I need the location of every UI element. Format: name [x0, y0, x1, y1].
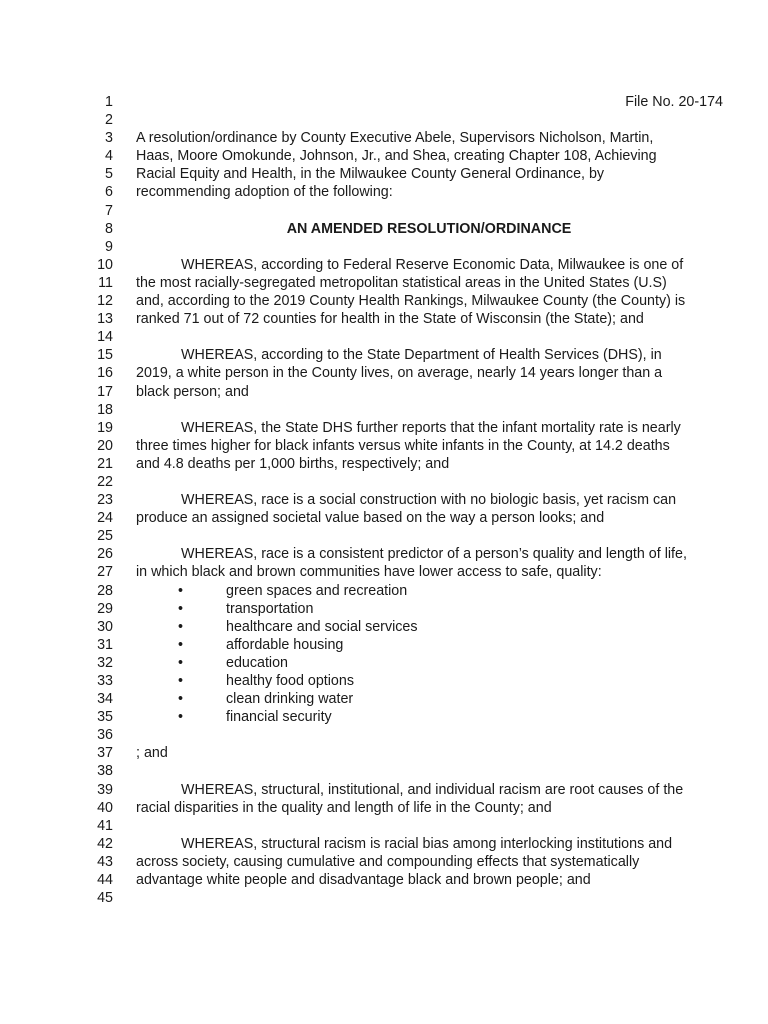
- line-number: 43: [97, 853, 113, 870]
- whereas-text: and, according to the 2019 County Health Rankings, Milwaukee County (the County) is: [136, 293, 686, 310]
- line-number: 35: [97, 709, 113, 726]
- line-number: 10: [97, 256, 113, 273]
- line: [0, 165, 768, 183]
- line-number: 11: [98, 274, 113, 291]
- bullet-text: healthcare and social services: [226, 618, 418, 635]
- document-heading: AN AMENDED RESOLUTION/ORDINANCE: [286, 220, 572, 237]
- line: [0, 111, 768, 129]
- whereas-text: WHEREAS, race is a social construction with no biologic basis, yet racism can: [181, 492, 677, 509]
- line-number: 16: [97, 365, 113, 382]
- bullet-item: [0, 654, 768, 672]
- line-number: 3: [105, 130, 113, 147]
- line-number: 22: [97, 473, 113, 490]
- intro-text: recommending adoption of the following:: [136, 184, 393, 201]
- line: [0, 726, 768, 744]
- intro-text: A resolution/ordinance by County Executive Abele, Supervisors Nicholson, Martin,: [136, 130, 654, 147]
- line-number: 2: [105, 112, 113, 129]
- bullet-item: [0, 618, 768, 636]
- line-number: 17: [97, 383, 113, 400]
- bullet-text: healthy food options: [226, 673, 354, 689]
- line-number: 36: [97, 727, 113, 744]
- line-number: 32: [97, 654, 113, 671]
- bullet-item: [0, 690, 768, 708]
- line-number: 44: [97, 872, 113, 889]
- bullet-text: affordable housing: [226, 636, 344, 653]
- line-number: 7: [105, 202, 113, 219]
- line: [0, 799, 768, 817]
- line-number: 20: [97, 437, 113, 454]
- whereas-text: the most racially-segregated metropolitan statistical areas in the United States (U.S): [136, 274, 667, 291]
- line-number: 33: [97, 673, 113, 689]
- line: [0, 762, 768, 780]
- line: [0, 328, 768, 346]
- line: [0, 853, 768, 871]
- whereas-text: ranked 71 out of 72 counties for health in the State of Wisconsin (the State); and: [136, 311, 644, 328]
- bullet-icon: •: [178, 673, 184, 689]
- line-number: 21: [97, 455, 113, 472]
- whereas-text: advantage white people and disadvantage black and brown people; and: [136, 872, 591, 889]
- bullet-item: [0, 636, 768, 654]
- whereas-text: WHEREAS, the State DHS further reports that the infant mortality rate is nearly: [181, 419, 681, 436]
- line-number: 1: [105, 94, 113, 110]
- line-number: 28: [97, 582, 113, 599]
- line: [0, 292, 768, 310]
- whereas-text: WHEREAS, according to the State Department of Health Services (DHS), in: [181, 347, 662, 364]
- line-number: 30: [97, 618, 113, 635]
- line: [0, 437, 768, 455]
- whereas-text: 2019, a white person in the County lives, on average, nearly 14 years longer than a: [136, 365, 663, 382]
- line: [0, 220, 768, 238]
- bullet-text: clean drinking water: [226, 691, 354, 708]
- line-number: 13: [97, 311, 113, 328]
- line: [0, 364, 768, 382]
- line: [0, 455, 768, 473]
- line-number: 34: [97, 691, 113, 708]
- line: [0, 183, 768, 201]
- line: [0, 383, 768, 401]
- bullet-item: [0, 672, 768, 690]
- line: [0, 835, 768, 853]
- line-number: 14: [97, 329, 113, 346]
- line-number: 6: [105, 184, 113, 201]
- bullet-icon: •: [178, 654, 184, 671]
- line: [0, 817, 768, 835]
- line-number: 4: [105, 148, 113, 165]
- line: [0, 419, 768, 437]
- line: [0, 509, 768, 527]
- line-number: 42: [97, 835, 113, 852]
- bullet-icon: •: [178, 691, 184, 708]
- bullet-item: [0, 708, 768, 726]
- line: [0, 527, 768, 545]
- bullet-icon: •: [178, 709, 184, 726]
- bullet-item: [0, 600, 768, 618]
- whereas-text: three times higher for black infants versus white infants in the County, at 14.2 deaths: [136, 437, 670, 454]
- line-number: 31: [97, 636, 113, 653]
- line-number: 41: [97, 817, 113, 834]
- whereas-text: across society, causing cumulative and compounding effects that systematically: [136, 853, 640, 870]
- line-number: 18: [97, 401, 113, 418]
- whereas-text: produce an assigned societal value based on the way a person looks; and: [136, 510, 605, 527]
- line-number: 27: [97, 564, 113, 581]
- line: [0, 256, 768, 274]
- line: [0, 781, 768, 799]
- whereas-text: in which black and brown communities have lower access to safe, quality:: [136, 564, 602, 581]
- whereas-text: WHEREAS, race is a consistent predictor of a person’s quality and length of life,: [181, 546, 687, 563]
- bullet-text: green spaces and recreation: [226, 582, 408, 599]
- line: [0, 401, 768, 419]
- line-number: 8: [105, 220, 113, 237]
- line-number: 25: [97, 528, 113, 545]
- bullet-item: [0, 582, 768, 600]
- line: [0, 202, 768, 220]
- bullet-text: transportation: [226, 600, 314, 617]
- line: [0, 545, 768, 563]
- whereas-text: and 4.8 deaths per 1,000 births, respectively; and: [136, 455, 450, 472]
- line: [0, 563, 768, 581]
- line-number: 37: [97, 745, 113, 762]
- line-number: 40: [97, 799, 113, 816]
- whereas-text: WHEREAS, according to Federal Reserve Economic Data, Milwaukee is one of: [181, 256, 684, 273]
- line: [0, 93, 768, 111]
- line: [0, 129, 768, 147]
- line: [0, 473, 768, 491]
- numbered-lines: [0, 93, 768, 907]
- line: [0, 744, 768, 762]
- line: [0, 147, 768, 165]
- line-number: 19: [97, 419, 113, 436]
- line-number: 45: [97, 890, 113, 907]
- bullet-icon: •: [178, 600, 184, 617]
- line: [0, 889, 768, 907]
- bullet-icon: •: [178, 582, 184, 599]
- line-number: 12: [97, 293, 113, 310]
- line: [0, 491, 768, 509]
- line: [0, 238, 768, 256]
- whereas-text: black person; and: [136, 383, 249, 400]
- file-number: File No. 20-174: [625, 94, 723, 110]
- bullet-text: financial security: [226, 709, 332, 726]
- bullet-text: education: [226, 654, 289, 671]
- whereas-text: racial disparities in the quality and length of life in the County; and: [136, 799, 552, 816]
- and-text: ; and: [136, 745, 168, 762]
- bullet-icon: •: [178, 636, 184, 653]
- line-number: 26: [97, 546, 113, 563]
- intro-text: Racial Equity and Health, in the Milwaukee County General Ordinance, by: [136, 166, 605, 183]
- line: [0, 346, 768, 364]
- line-number: 15: [97, 347, 113, 364]
- bullet-icon: •: [178, 618, 184, 635]
- line-number: 5: [105, 166, 113, 183]
- line: [0, 274, 768, 292]
- line: [0, 310, 768, 328]
- line-number: 24: [97, 510, 113, 527]
- line-number: 39: [97, 781, 113, 798]
- whereas-text: WHEREAS, structural, institutional, and individual racism are root causes of the: [181, 781, 684, 798]
- line-number: 23: [97, 492, 113, 509]
- line-number: 29: [97, 600, 113, 617]
- whereas-text: WHEREAS, structural racism is racial bias among interlocking institutions and: [181, 835, 673, 852]
- line: [0, 871, 768, 889]
- line-number: 38: [97, 763, 113, 780]
- line-number: 9: [105, 238, 113, 255]
- intro-text: Haas, Moore Omokunde, Johnson, Jr., and Shea, creating Chapter 108, Achieving: [136, 148, 657, 165]
